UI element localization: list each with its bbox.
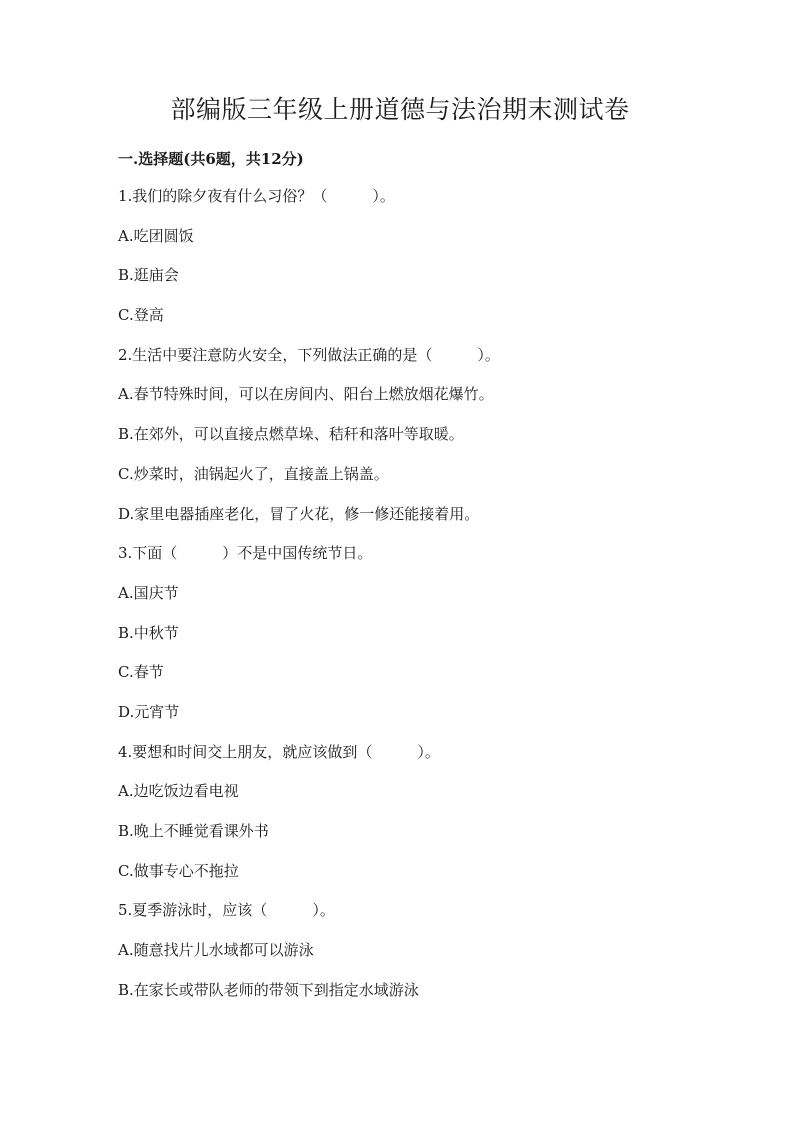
question-3-option-a: A.国庆节 [118,583,179,602]
question-3-option-b: B.中秋节 [118,623,179,642]
question-4-option-b: B.晚上不睡觉看课外书 [118,822,269,840]
question-1-option-b: B.逛庙会 [118,266,179,285]
question-1-stem: 1.我们的除夕夜有什么习俗？（ ）。 [118,187,395,205]
question-3-option-c: C.春节 [118,663,164,682]
question-5-stem: 5.夏季游泳时，应该（ ）。 [118,901,335,920]
question-4-option-a: A.边吃饭边看电视 [118,782,239,801]
question-1-option-a: A.吃团圆饭 [118,226,194,245]
question-4-stem: 4.要想和时间交上朋友，就应该做到（ ）。 [118,742,440,761]
question-2-option-a: A.春节特殊时间，可以在房间内、阳台上燃放烟花爆竹。 [118,385,494,404]
exam-title: 部编版三年级上册道德与法治期末测试卷 [170,95,630,124]
question-3-option-d: D.元宵节 [118,702,180,721]
question-5-option-a: A.随意找片儿水域都可以游泳 [118,941,314,960]
section-heading: 一.选择题(共6题，共12分) [118,150,304,168]
question-2-option-b: B.在郊外，可以直接点燃草垛、秸秆和落叶等取暖。 [118,425,464,444]
question-3-stem: 3.下面（ ）不是中国传统节日。 [118,544,373,563]
question-1-option-c: C.登高 [118,306,164,325]
question-4-option-c: C.做事专心不拖拉 [118,861,239,880]
question-2-stem: 2.生活中要注意防火安全，下列做法正确的是（ ）。 [118,345,500,364]
question-5-option-b: B.在家长或带队老师的带领下到指定水域游泳 [118,980,419,999]
question-2-option-c: C.炒菜时，油锅起火了，直接盖上锅盖。 [118,464,389,483]
question-2-option-d: D.家里电器插座老化，冒了火花，修一修还能接着用。 [118,504,480,523]
question-list [118,184,738,1017]
